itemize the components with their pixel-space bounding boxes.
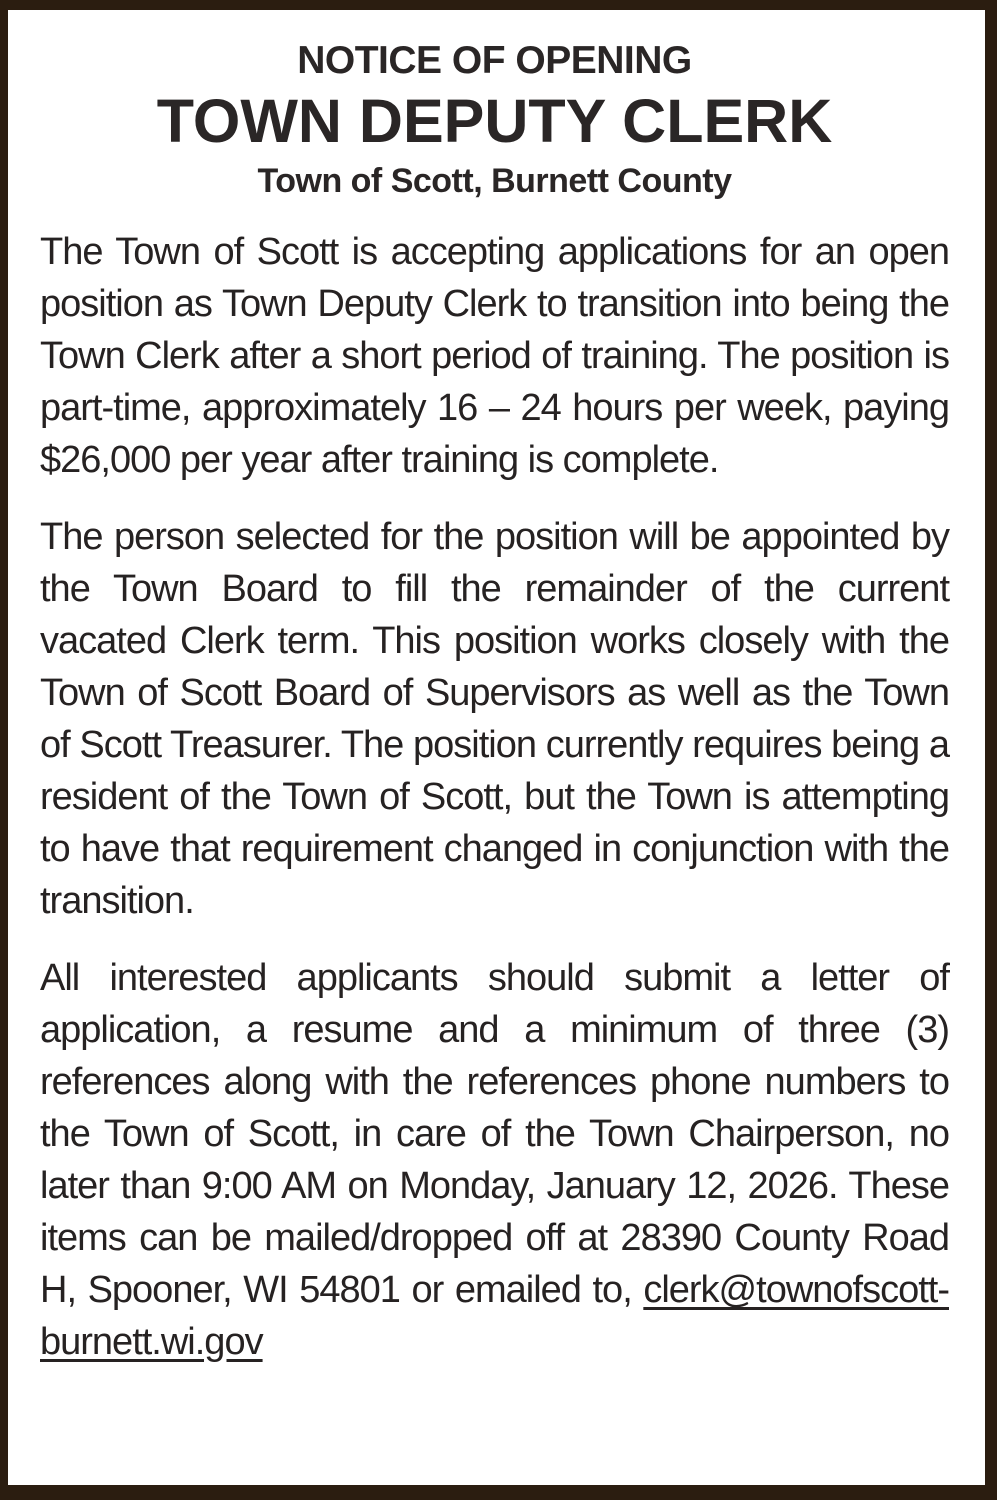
paragraph-position-summary: The Town of Scott is accepting applications for an open position as Town Deputy Clerk to transition into being the Town Clerk after a short period of training. The position is part-time, approximately 16 – 24 hours per week, paying $26,000 per year after training is complete. (40, 231, 949, 481)
notice-title: TOWN DEPUTY CLERK (156, 87, 833, 155)
paragraph-appointment-details: The person selected for the position will be appointed by the Town Board to fill the remainder of the current vacated Clerk term. This position works closely with the Town of Scott Board of Supervisors as well as the Town of Scott Treasurer. The position currently requires being a resident of the Town of Scott, but the Town is attempting to have that requirement changed in conjunction with the transition. (40, 516, 949, 922)
notice-content (8, 10, 985, 1485)
notice-kicker: NOTICE OF OPENING (297, 39, 692, 82)
application-instructions-text: All interested applicants should submit a letter of application, a resume and a minimum of three (3) references along with the references phone numbers to the Town of Scott, in care of the Town Chairperson, no later than 9:00 AM on Monday, January 12, 2026. These items can be mailed/dropped off at 28390 County Road H, Spooner, WI 54801 or emailed to, (40, 957, 949, 1311)
paragraph-application-instructions (40, 952, 949, 1368)
notice-subtitle: Town of Scott, Burnett County (257, 162, 732, 200)
email-link[interactable]: clerk@townofscott-burnett.wi.gov (40, 1269, 949, 1363)
